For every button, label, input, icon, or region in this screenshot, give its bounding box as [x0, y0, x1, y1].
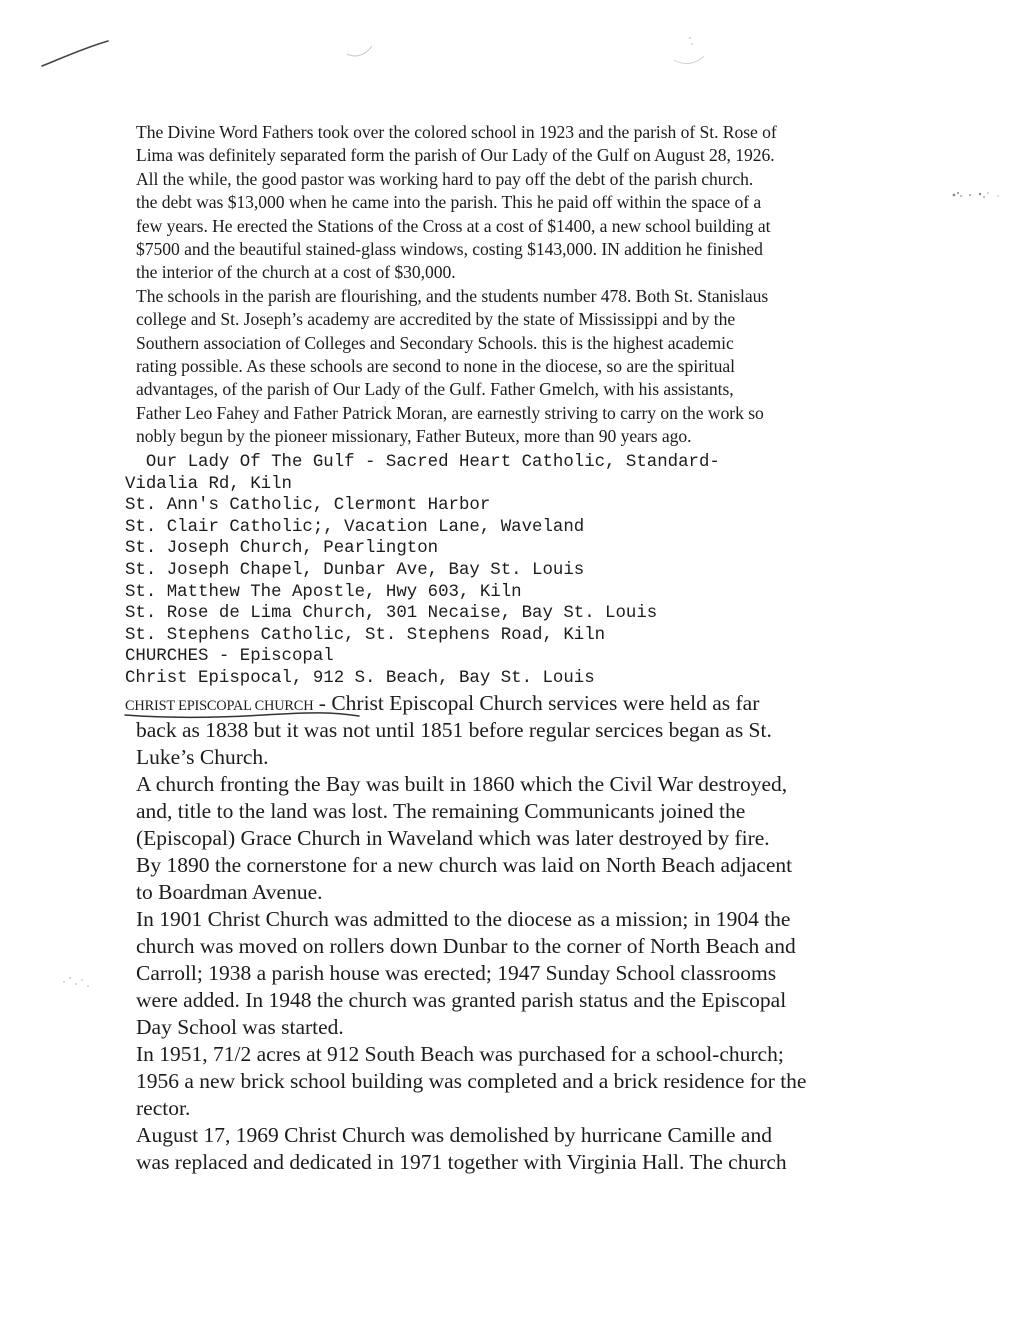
text-line: $7500 and the beautiful stained-glass windows, costing $143,000. IN addition he finished: [136, 239, 763, 260]
text-line: Carroll; 1938 a parish house was erected; 1947 Sunday School classrooms: [136, 961, 777, 985]
text-line: college and St. Joseph’s academy are accredited by the state of Mississippi and by the: [136, 309, 736, 330]
directory-entry: St. Rose de Lima Church, 301 Necaise, Bay St. Louis: [125, 604, 658, 624]
text-line: rating possible. As these schools are second to none in the diocese, so are the spiritual: [136, 356, 735, 377]
text-line: were added. In 1948 the church was granted parish status and the Episcopal: [136, 988, 787, 1012]
directory-entry: Our Lady Of The Gulf - Sacred Heart Catholic, Standard-: [125, 453, 720, 472]
text-line: Luke’s Church.: [136, 745, 269, 769]
speckle-mark: [58, 970, 98, 994]
text-line: to Boardman Avenue.: [136, 880, 323, 904]
text-line: August 17, 1969 Christ Church was demolished by hurricane Camille and: [136, 1123, 772, 1147]
heading-continuation: - Christ Episcopal Church services were held as far: [313, 691, 760, 715]
text-line: The Divine Word Fathers took over the colored school in 1923 and the parish of St. Rose of: [136, 122, 777, 142]
text-line: 1956 a new brick school building was completed and a brick residence for the: [136, 1069, 807, 1093]
text-line: the interior of the church at a cost of $30,000.: [136, 262, 456, 283]
directory-entry: Christ Epispocal, 912 S. Beach, Bay St. Louis: [125, 668, 595, 688]
text-line: few years. He erected the Stations of the Cross at a cost of $1400, a new school building at: [136, 215, 771, 236]
christ-episcopal-history-text: [136, 717, 806, 1176]
directory-entry: St. Matthew The Apostle, Hwy 603, Kiln: [125, 582, 522, 602]
text-line: was replaced and dedicated in 1971 together with Virginia Hall. The church: [136, 1150, 787, 1174]
directory-entry: St. Clair Catholic;, Vacation Lane, Waveland: [125, 517, 585, 537]
directory-entry: St. Stephens Catholic, St. Stephens Road, Kiln: [125, 625, 606, 645]
text-line: By 1890 the cornerstone for a new church was laid on North Beach adjacent: [136, 853, 793, 877]
directory-entry: St. Joseph Chapel, Dunbar Ave, Bay St. Louis: [125, 560, 585, 580]
speckle-mark: [950, 188, 1006, 202]
text-line: Father Leo Fahey and Father Patrick Moran, are earnestly striving to carry on the work so: [136, 402, 764, 423]
text-line: In 1901 Christ Church was admitted to the diocese as a mission; in 1904 the: [136, 907, 791, 931]
text-line: A church fronting the Bay was built in 1860 which the Civil War destroyed,: [136, 772, 788, 796]
directory-entry: St. Joseph Church, Pearlington: [125, 539, 439, 559]
text-line: church was moved on rollers down Dunbar to the corner of North Beach and: [136, 934, 796, 958]
text-line: rector.: [136, 1096, 191, 1120]
christ-episcopal-heading: CHRIST EPISCOPAL CHURCH: [125, 698, 314, 714]
text-line: and, title to the land was lost. The remaining Communicants joined the: [136, 799, 746, 823]
parish-history-text: [136, 121, 777, 449]
text-line: back as 1838 but it was not until 1851 before regular sercices began as St.: [136, 718, 772, 742]
text-line: the debt was $13,000 when he came into the parish. This he paid off within the space of a: [136, 192, 762, 213]
directory-entry: St. Ann's Catholic, Clermont Harbor: [125, 496, 491, 516]
pen-stroke-mark: [40, 38, 112, 70]
text-line: In 1951, 71/2 acres at 912 South Beach was purchased for a school-church;: [136, 1042, 784, 1066]
text-line: Lima was definitely separated form the parish of Our Lady of the Gulf on August 28, 1926.: [136, 145, 775, 166]
church-directory-list: [125, 452, 720, 690]
text-line: (Episcopal) Grace Church in Waveland which was later destroyed by fire.: [136, 826, 770, 850]
text-line: Day School was started.: [136, 1015, 344, 1039]
text-line: nobly begun by the pioneer missionary, Father Buteux, more than 90 years ago.: [136, 426, 692, 447]
faint-scan-mark: [670, 30, 710, 70]
directory-entry: Vidalia Rd, Kiln: [125, 474, 292, 494]
faint-scan-mark: [345, 40, 375, 60]
text-line: All the while, the good pastor was working hard to pay off the debt of the parish church.: [136, 168, 754, 189]
text-line: The schools in the parish are flourishing, and the students number 478. Both St. Stanislaus: [136, 285, 769, 306]
directory-entry: CHURCHES - Episcopal: [125, 647, 334, 667]
text-line: advantages, of the parish of Our Lady of the Gulf. Father Gmelch, with his assistants,: [136, 379, 734, 400]
text-line: Southern association of Colleges and Secondary Schools. this is the highest academic: [136, 332, 734, 353]
